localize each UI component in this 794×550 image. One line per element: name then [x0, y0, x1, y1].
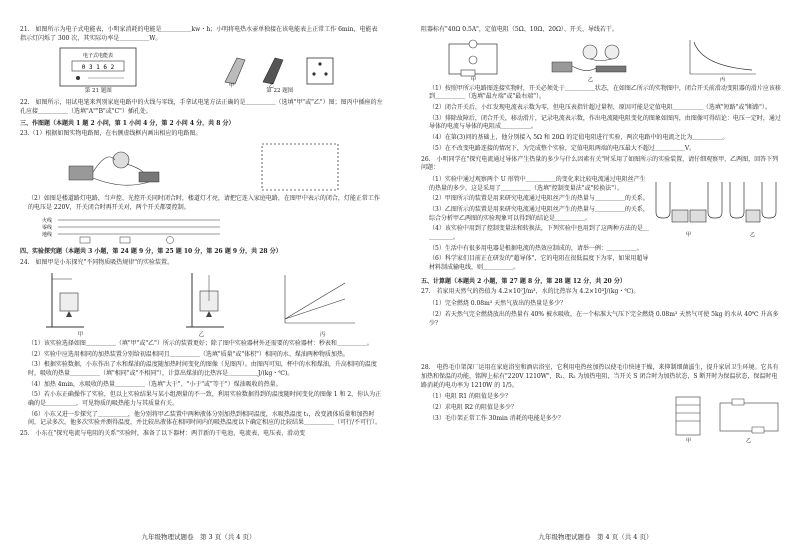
current-resistance-graph	[680, 38, 760, 82]
question-21: 21. 如图所示为电子式电能表，小明家消耗的电能是＿＿＿＿＿kw・h；小明将电热水壶单独接在该电能表上正常工作 6min，电能表指示灯闪烁了 300 次，其实际功率是＿＿＿＿＿W。	[20, 26, 378, 42]
q27-part2: （2）若天然气完全燃烧放出的热量有 40% 被水吸收，在一个标准大气压下完全燃烧 0.08m³ 天然气可使 5kg 的水从 40℃ 升高多少？	[429, 310, 779, 327]
u-tube-apparatus	[650, 176, 782, 240]
fig24-label-a: 甲	[77, 331, 84, 338]
wiring-photo	[546, 38, 636, 82]
question-22: 22. 如图所示，用试电笔来判别家庭电路中的火线与零线，手拿试电笔方法正确的是＿＿＿＿＿（选填"甲"或"乙"）图；图丙中插座的左孔应接＿＿＿＿＿（选填"A""B"或"C"）插孔处。	[20, 99, 383, 116]
q27-part1: （1）完全燃烧 0.08m³ 天然气放出的热量是多少？	[429, 300, 567, 308]
fig28-label-a: 甲	[686, 438, 692, 444]
figure-22	[215, 52, 345, 96]
q28-part1: （1）电阻 R1 的阻值是多少？	[429, 393, 511, 401]
fig25-label-a: 甲	[470, 76, 476, 82]
fig26-label-b: 乙	[750, 231, 756, 238]
question-24-part3: （3）根据实验数据，小东作出了水和煤油的温度随加热时间变化的图像（见图丙）。由图丙可知，杯中的水和煤油，升高相同的温度时，吸收的热量＿＿＿＿＿（填"相同"或"不相同"），计算出煤油的比热容是＿＿＿＿＿J/(kg・℃)。	[28, 361, 377, 377]
figures-23	[20, 142, 383, 192]
question-24-part4: （4）加热 4min，水吸收的热量＿＿＿＿＿（选填"大于"、"小于"或"等于"）煤油吸收的热量。	[28, 380, 282, 388]
house-wiring-figure	[40, 215, 240, 245]
question-23-part2: （2）如图是楼道路灯电路，当声控、光控开关同时闭合时，楼道灯才亮，请把它连入家庭电路，在图甲中表示的闭合，灯能正常工作的电压是 220V，开关闭合时再开关对，两个开关都要控制。	[28, 195, 380, 211]
q25-part1: （1）按照甲所示电路图连接实物时，开关必须处于＿＿＿＿＿状态，在如图乙所示的实物图中，闭合开关前滑动变阻器的滑片应该移到＿＿＿＿＿（选填"最左端"或"最右端"）。	[429, 84, 781, 101]
q26-part5: （5）生活中有很多用电器是根据电流的热效应制成的，请举一例：＿＿＿＿＿。	[429, 244, 643, 252]
q25-part2: （2）闭合开关后，小红发现电流表示数为零，但电压表指针超过量程，原因可能是定值电阻＿＿＿＿＿（选填"短路"或"断路"）。	[429, 104, 771, 112]
figure-24-labels	[20, 332, 383, 340]
section-3-title: 三、作图题（本题共 1 题 2 小问，第 1 小问 4 分，第 2 小问 4 分，共 8 分）	[20, 119, 235, 127]
question-28-parts	[421, 393, 672, 443]
fig24-label-b: 乙	[198, 331, 205, 338]
figures-24	[20, 271, 383, 329]
q26-part3: （3）乙图所示的装置是用来研究电流通过电阻丝产生的热量与＿＿＿＿＿的关系，综合分析甲乙两图的实验现象可以得到的结论是＿＿＿＿＿。	[429, 205, 649, 222]
left-footer: 九年级物理试题卷 第 3 页（共 4 页）	[141, 532, 256, 541]
question-25-start: 25. 小东在"探究电流与电阻的关系"实验时，准备了以下器材：两节新的干电池、电流表、电压表、滑动变	[20, 430, 306, 437]
fig25-label-b: 乙	[588, 76, 594, 82]
u-tube-left-group	[656, 182, 722, 238]
meter-reading: 0 3 1 6 2	[81, 64, 115, 72]
q28-part3: （3）毛巾架正常工作 30min 消耗的电能是多少？	[429, 414, 564, 422]
question-24-part5: （5）若小东正确操作了实验，但以上实验结果与某小组测量的不一致，利用实验数据得到的温度随时间变化的图像 1 和 2，你认为正确的是＿＿＿＿＿，可见物质的吸热能力与其质量有关。	[28, 391, 382, 407]
fig22-label-left: 甲	[228, 83, 234, 89]
figure-21	[58, 46, 138, 96]
question-24-part6: （6）小东又进一步探究了＿＿＿＿＿，他分别将甲乙装置中两种液体分别加热到相同温度，水吸热温度 t₁，改变液体质量和加热时间，记录多次，他多次实验并测得温度，并比较出液体在相同时间内的吸热温度以下确定相应的比较结果＿＿＿＿＿（可行/不可行）。	[28, 410, 382, 427]
energy-meter-figure	[58, 46, 138, 88]
fig28-label-b: 乙	[746, 438, 752, 444]
question-24-part2: （2）实验中应选用相同的加热装置分别给初温相同且＿＿＿＿＿（选填"质量"或"体积"）相同的水、煤油两种物质加热。	[28, 350, 349, 358]
circuit-diagram	[443, 38, 503, 82]
u-tube-right-group	[730, 182, 776, 238]
test-pen-figure	[215, 52, 345, 88]
fig24-label-c: 丙	[319, 331, 326, 338]
wire-ground: 地线	[42, 232, 53, 239]
q26-part1: （1）实验中通过观察两个 U 形管中＿＿＿＿＿的变化来比较电流通过电阻丝产生的热量的多少。这是采用了＿＿＿＿＿（选填"控制变量法"或"转换法"）。	[429, 175, 646, 192]
right-page	[397, 0, 794, 550]
circuit-drawing-box	[260, 142, 340, 192]
apparatus-a	[44, 271, 86, 329]
figures-25	[421, 38, 782, 82]
q28-part2: （2）求电阻 R2 的阻值是多少？	[429, 403, 517, 411]
q26-part2: （2）甲图所示的装置是用来研究电流通过电阻丝产生的热量与＿＿＿＿＿的关系。	[429, 195, 649, 203]
figure-21-caption: 第 21 题图	[84, 88, 112, 95]
figures-21-22	[20, 46, 383, 96]
meter-title: 电子式电能表	[83, 53, 114, 60]
q26-part6: （6）科学家们目前正在研发的"超导体"，它的电阻在很低温度下为零，如果用超导材料制成输电线，则＿＿＿＿＿。	[429, 255, 649, 272]
figure-22-caption: 第 22 题图	[266, 88, 294, 95]
section-4-title: 四、实验探究题（本题共 3 小题，第 24 题 9 分，第 25 题 10 分，第 26 题 9 分，共 28 分）	[20, 248, 282, 256]
circuit-photo	[63, 146, 173, 192]
question-24-part1: （1）该实验选择如图＿＿＿＿＿（填"甲"或"乙"）所示的装置更好；除了图中实验器材外还需要的实验器材：秒表和＿＿＿＿＿。	[28, 339, 373, 347]
q25-part4: （4）在第(3)问的基础上，他分别接入 5Ω 和 20Ω 的定值电阻进行实验，两次电路中的电流之比为＿＿＿＿＿。	[429, 134, 729, 142]
right-footer: 九年级物理试题卷 第 4 页（共 4 页）	[538, 532, 653, 541]
question-27: 27. 若家用天然气的热值为 4.2×10⁷J/m³，水的比热容为 4.2×10³J/(kg・℃)。	[421, 288, 640, 296]
q25-part5: （5）在不改变电路连接的情况下，为完成整个实验，定值电阻两端的电压最大不超过＿＿＿＿＿V。	[429, 144, 696, 152]
fig26-label-a: 甲	[686, 231, 692, 238]
question-28: 28. 电热毛巾架深厂运用在家庭浴室和酒店浴室，它利用电热丝加热以使毛巾快速干燥，来抑制细菌滋生，提升家居卫生环境。它具有加热和保温的功能，铭牌上标有"220V 1210W"，R₁、R₂ 为加热电阻，当开关 S 闭合时为加热状态，S 断开时为保温状态，保温时电路消耗的电功率为 1210W 的 1/5。	[421, 364, 779, 389]
question-24: 24. 如图甲是小东探究"不同物质吸热规律"的实验装置。	[20, 259, 174, 267]
q25-part3: （3）排除故障后，闭合开关，移动滑片，记录电流表示数，作出电流随电阻变化的图象如图丙，由图像可得结论：电压一定时，通过导体的电流与导体的电阻成＿＿＿＿＿。	[429, 114, 781, 131]
figure-23-wiring	[20, 215, 383, 245]
fig22-label-right: 乙	[268, 83, 274, 89]
towel-rack-figure	[672, 393, 782, 443]
section-5-title: 五、计算题（本题共 2 小题，第 27 题 8 分，第 28 题 12 分，共 20 分）	[421, 277, 626, 285]
fig25-label-c: 丙	[720, 76, 726, 82]
temperature-graph	[275, 271, 359, 329]
answer-space-27	[421, 330, 782, 364]
wire-live: 火线	[42, 218, 53, 225]
question-26-parts	[421, 176, 650, 275]
wire-neutral: 零线	[42, 225, 53, 232]
question-23: 23.（1）根据如图实物电路图，在右侧虚线框内画出相应的电路图。	[20, 130, 202, 138]
q26-part4: （4）该实验中用到了控制变量法和转换法，下列实验中也用到了这两种方法的是＿＿＿＿＿。	[429, 225, 649, 241]
question-26-body	[421, 176, 782, 275]
question-26: 26. 小明同学在"探究电流通过导体产生热量的多少与什么因素有关"时采用了如图所示的实验装置，请仔细观察甲、乙两图，回答下列问题：	[421, 155, 779, 172]
question-28-body	[421, 393, 782, 443]
question-25-continued: 阻器标有"40Ω 0.5A"，定值电阻（5Ω、10Ω、20Ω）、开关、导线若干。	[421, 26, 618, 33]
apparatus-b	[184, 271, 226, 329]
